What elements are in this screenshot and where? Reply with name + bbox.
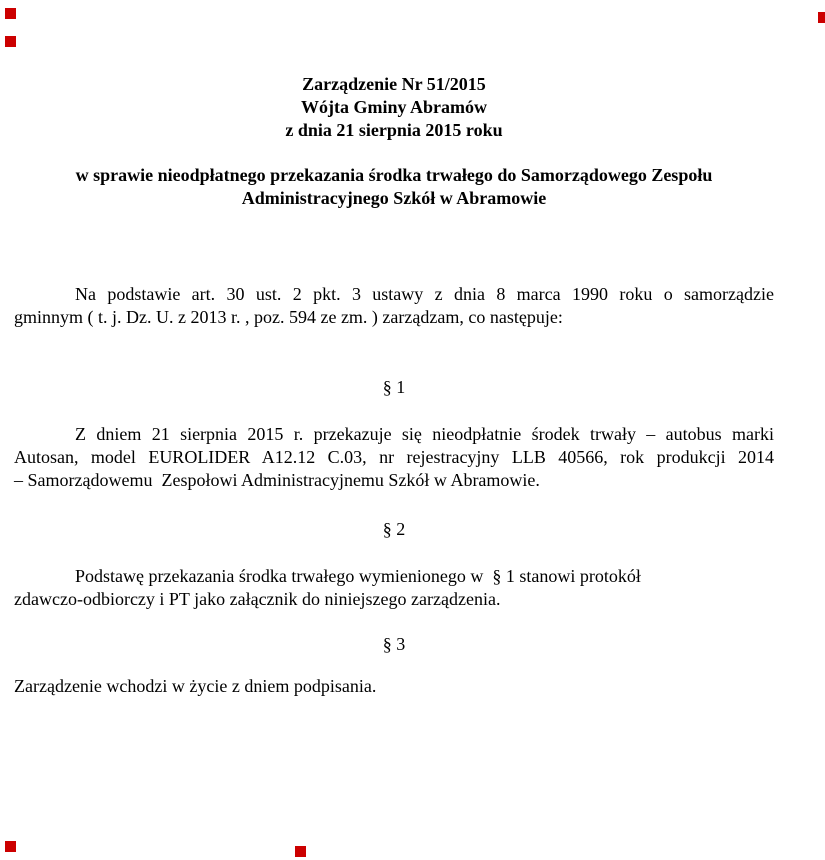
section-3-paragraph [14, 675, 774, 698]
title-line-date: z dnia 21 sierpnia 2015 roku [285, 120, 503, 140]
paragraph-line: Autosan, model EUROLIDER A12.12 C.03, nr rejestracyjny LLB 40566, rok produkcji 2014 [14, 447, 774, 467]
paragraph-line: – Samorządowemu Zespołowi Administracyjnemu Szkół w Abramowie. [14, 470, 540, 490]
preamble-paragraph [14, 283, 774, 329]
section-2-paragraph [14, 565, 774, 611]
section-2-heading: § 2 [382, 519, 406, 539]
paragraph-line: Z dniem 21 sierpnia 2015 r. przekazuje się nieodpłatnie środek trwały – autobus marki [75, 424, 774, 444]
document-body [14, 0, 774, 698]
title-line-number: Zarządzenie Nr 51/2015 [302, 74, 486, 94]
paragraph-line: Na podstawie art. 30 ust. 2 pkt. 3 ustawy z dnia 8 marca 1990 roku o samorządzie [75, 284, 774, 304]
subject-line: w sprawie nieodpłatnego przekazania środka trwałego do Samorządowego Zespołu [75, 165, 713, 185]
paragraph-line: gminnym ( t. j. Dz. U. z 2013 r. , poz. 594 ze zm. ) zarządzam, co następuje: [14, 307, 563, 327]
section-1-paragraph [14, 423, 774, 492]
subject-line: Administracyjnego Szkół w Abramowie [241, 188, 547, 208]
paragraph-line: zdawczo-odbiorczy i PT jako załącznik do niniejszego zarządzenia. [14, 589, 501, 609]
document-subject [14, 164, 774, 210]
red-marker [295, 846, 306, 857]
red-marker [5, 841, 16, 852]
document-title [14, 73, 774, 142]
section-3-heading: § 3 [382, 634, 406, 654]
paragraph-line: Podstawę przekazania środka trwałego wymienionego w § 1 stanowi protokół [75, 566, 641, 586]
title-line-issuer: Wójta Gminy Abramów [301, 97, 487, 117]
paragraph-line: Zarządzenie wchodzi w życie z dniem podpisania. [14, 676, 377, 696]
section-1-heading: § 1 [382, 377, 406, 397]
red-marker [818, 12, 825, 23]
